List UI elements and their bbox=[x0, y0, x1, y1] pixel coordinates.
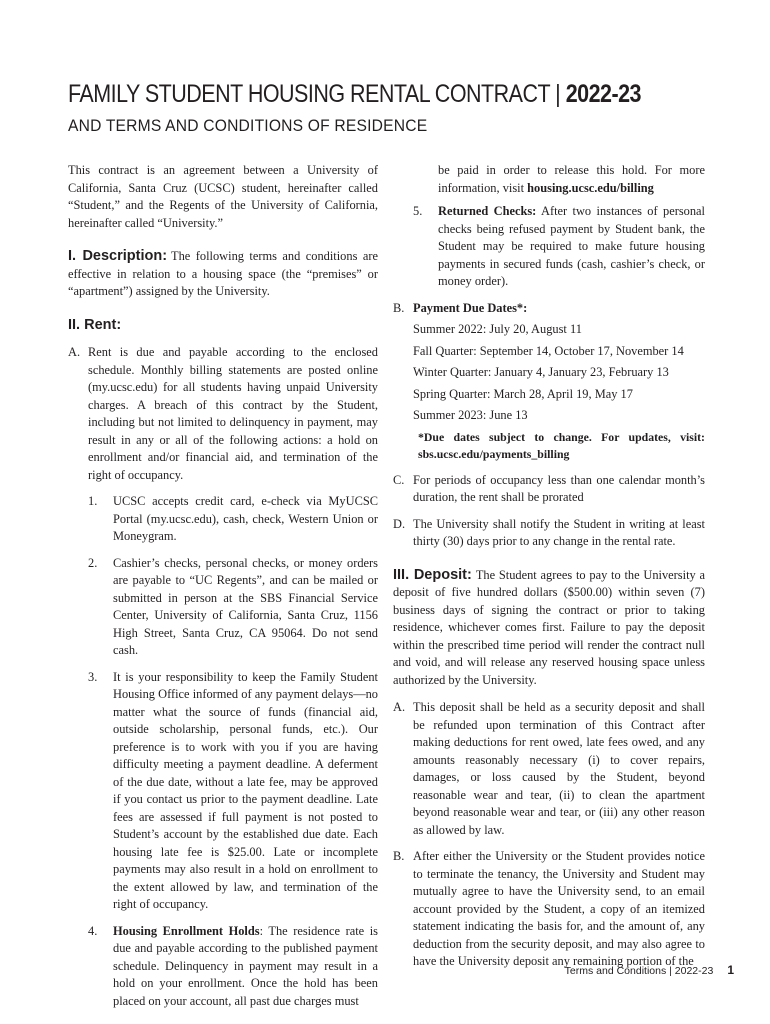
payment-date-row: Fall Quarter: September 14, October 17, November 14 bbox=[413, 343, 684, 358]
document-title bbox=[68, 80, 641, 109]
page-number: 1 bbox=[727, 963, 734, 977]
payment-date-row: Winter Quarter: January 4, January 23, February 13 bbox=[413, 365, 669, 379]
item-text bbox=[438, 203, 705, 291]
item-text: For periods of occupancy less than one calendar month’s duration, the rent shall be prorated bbox=[413, 472, 705, 504]
item-text: The University shall notify the Student in writing at least thirty (30) days prior to any change in the rental rate. bbox=[413, 516, 705, 548]
item-text: UCSC accepts credit card, e-check via MyUCSC Portal (my.ucsc.edu), cash, check, Western Union or Moneygram. bbox=[113, 494, 378, 543]
item-text: This deposit shall be held as a security deposit and shall be refunded upon termination of this Contract after making deductions for rent owed, late fees owed, and any amounts reasonably necessary (i) to cover repairs, damages, or loss caused by the Student, beyond reasonable wear and tear, (ii) to clean the apartment beyond reasonable wear and tear, or (iii) any other reason as allowed by law. bbox=[413, 700, 705, 837]
rent-subitem-4-continued bbox=[393, 162, 705, 197]
payment-due-heading: Payment Due Dates*: bbox=[413, 300, 528, 315]
item-text bbox=[113, 923, 378, 1011]
rent-subitem-1 bbox=[68, 493, 378, 546]
rent-item-c bbox=[393, 472, 705, 507]
item-bold-lead: Returned Checks: bbox=[438, 204, 537, 218]
item-label: B. bbox=[393, 849, 405, 863]
item-rest: : The residence rate is due and payable according to the published payment schedule. Delinquency in payment may result in a hold on your enrollment. Once the hold has been placed on your account, all past due charges must bbox=[113, 923, 378, 1008]
item-label: 4. bbox=[88, 923, 98, 938]
item-label: D. bbox=[393, 516, 406, 531]
billing-link[interactable]: housing.ucsc.edu/billing bbox=[527, 180, 654, 195]
rent-subitem-2 bbox=[68, 555, 378, 660]
item-rest: After two instances of personal checks being refused payment by Student bank, the Student may be required to make future housing payments in secured funds (cash, cashier’s check, or money order). bbox=[438, 204, 705, 288]
item-label: 1. bbox=[88, 494, 98, 508]
item-label: 2. bbox=[88, 555, 98, 570]
payment-date-row: Summer 2023: June 13 bbox=[413, 408, 528, 422]
intro-paragraph: This contract is an agreement between a University of California, Santa Cruz (UCSC) student, hereinafter called “Student,” and the Regents of the University of California, hereinafter called “University.” bbox=[68, 163, 378, 230]
item-label: 5. bbox=[413, 204, 423, 218]
deposit-item-b bbox=[393, 848, 705, 971]
title-year: 2022-23 bbox=[565, 80, 642, 108]
rent-item-a bbox=[68, 344, 378, 484]
item-bold-lead: Housing Enrollment Holds bbox=[113, 923, 260, 938]
right-column bbox=[393, 162, 705, 980]
item-label: C. bbox=[393, 472, 405, 487]
section-description bbox=[68, 248, 378, 301]
item-text: After either the University or the Student provides notice to terminate the tenancy, the University and Student may mutually agree to have the University send, to an email account provided by the Student, a copy of an itemized statement indicating the basis for, and the amount of, any deduction from the security deposit, and may also agree to have the University deposit any remaining portion of the bbox=[413, 849, 705, 968]
rent-subitem-5 bbox=[393, 203, 705, 291]
section-description-heading: I. Description: bbox=[68, 248, 168, 264]
section-description-text: The following terms and conditions are effective in relation to a housing space (the “premises” or “apartment”) assigned by the University. bbox=[68, 249, 378, 298]
section-deposit-text: The Student agrees to pay to the University a deposit of five hundred dollars ($500.00) within seven (7) business days of signing the contract or prior to taking residence, whichever comes first. Failure to pay the deposit within the prescribed time period will render the contract null and void, and will release any reserved housing space unless authorized by the University. bbox=[393, 567, 705, 687]
section-rent-heading: II. Rent: bbox=[68, 316, 122, 333]
section-deposit bbox=[393, 567, 705, 690]
item-label: A. bbox=[393, 700, 406, 714]
item-text: Rent is due and payable according to the enclosed schedule. Monthly billing statements are posted online (my.ucsc.edu) for all students having unpaid University charges. A breach of this contract by the Student, including but not limited to delinquency in payment, may result in any or all of the following actions: a hold on enrollment and/or financial aid, and termination of the right of occupancy. bbox=[88, 345, 378, 482]
payment-date-row: Summer 2022: July 20, August 11 bbox=[413, 322, 582, 336]
rent-subitem-4 bbox=[68, 923, 378, 1011]
item-label: 3. bbox=[88, 669, 98, 684]
due-dates-note: *Due dates subject to change. For updates, visit: sbs.ucsc.edu/payments_billing bbox=[418, 429, 705, 461]
left-column bbox=[68, 162, 378, 1019]
rent-item-b bbox=[393, 300, 705, 318]
deposit-item-a bbox=[393, 699, 705, 839]
continued-text: be paid in order to release this hold. For more information, visit bbox=[438, 163, 705, 195]
item-text: It is your responsibility to keep the Family Student Housing Office informed of any payment delays—no matter what the source of funds (financial aid, outside scholarship, personal funds, etc.). Our preference is to work with you if you are having difficulty meeting a payment deadline. A deferment of the due date, without a late fee, may be approved if you contact us prior to the payment deadline. Late fees are assessed if full payment is not posted to Student’s account by the established due date. Each housing late fee is $25.00. Late or incomplete payments may also result in a hold on enrollment to the extent allowed by law, and termination of the right of occupancy. bbox=[113, 669, 378, 911]
item-label: B. bbox=[393, 300, 405, 315]
payment-date-row: Spring Quarter: March 28, April 19, May 17 bbox=[413, 386, 633, 401]
payment-dates-list bbox=[393, 321, 705, 425]
footer-text: Terms and Conditions | 2022-23 bbox=[564, 965, 714, 977]
title-main: FAMILY STUDENT HOUSING RENTAL CONTRACT | bbox=[68, 80, 566, 108]
item-label: A. bbox=[68, 345, 81, 359]
rent-item-d bbox=[393, 516, 705, 551]
section-deposit-heading: III. Deposit: bbox=[393, 566, 472, 583]
rent-subitem-3 bbox=[68, 669, 378, 914]
page-footer bbox=[565, 963, 734, 977]
document-subtitle: AND TERMS AND CONDITIONS OF RESIDENCE bbox=[68, 116, 428, 135]
item-text: Cashier’s checks, personal checks, or money orders are payable to “UC Regents”, and can be mailed or submitted in person at the SBS Financial Service Center, University of California, Santa Cruz, 1156 High Street, Santa Cruz, CA 95064. Do not send cash. bbox=[113, 555, 378, 657]
